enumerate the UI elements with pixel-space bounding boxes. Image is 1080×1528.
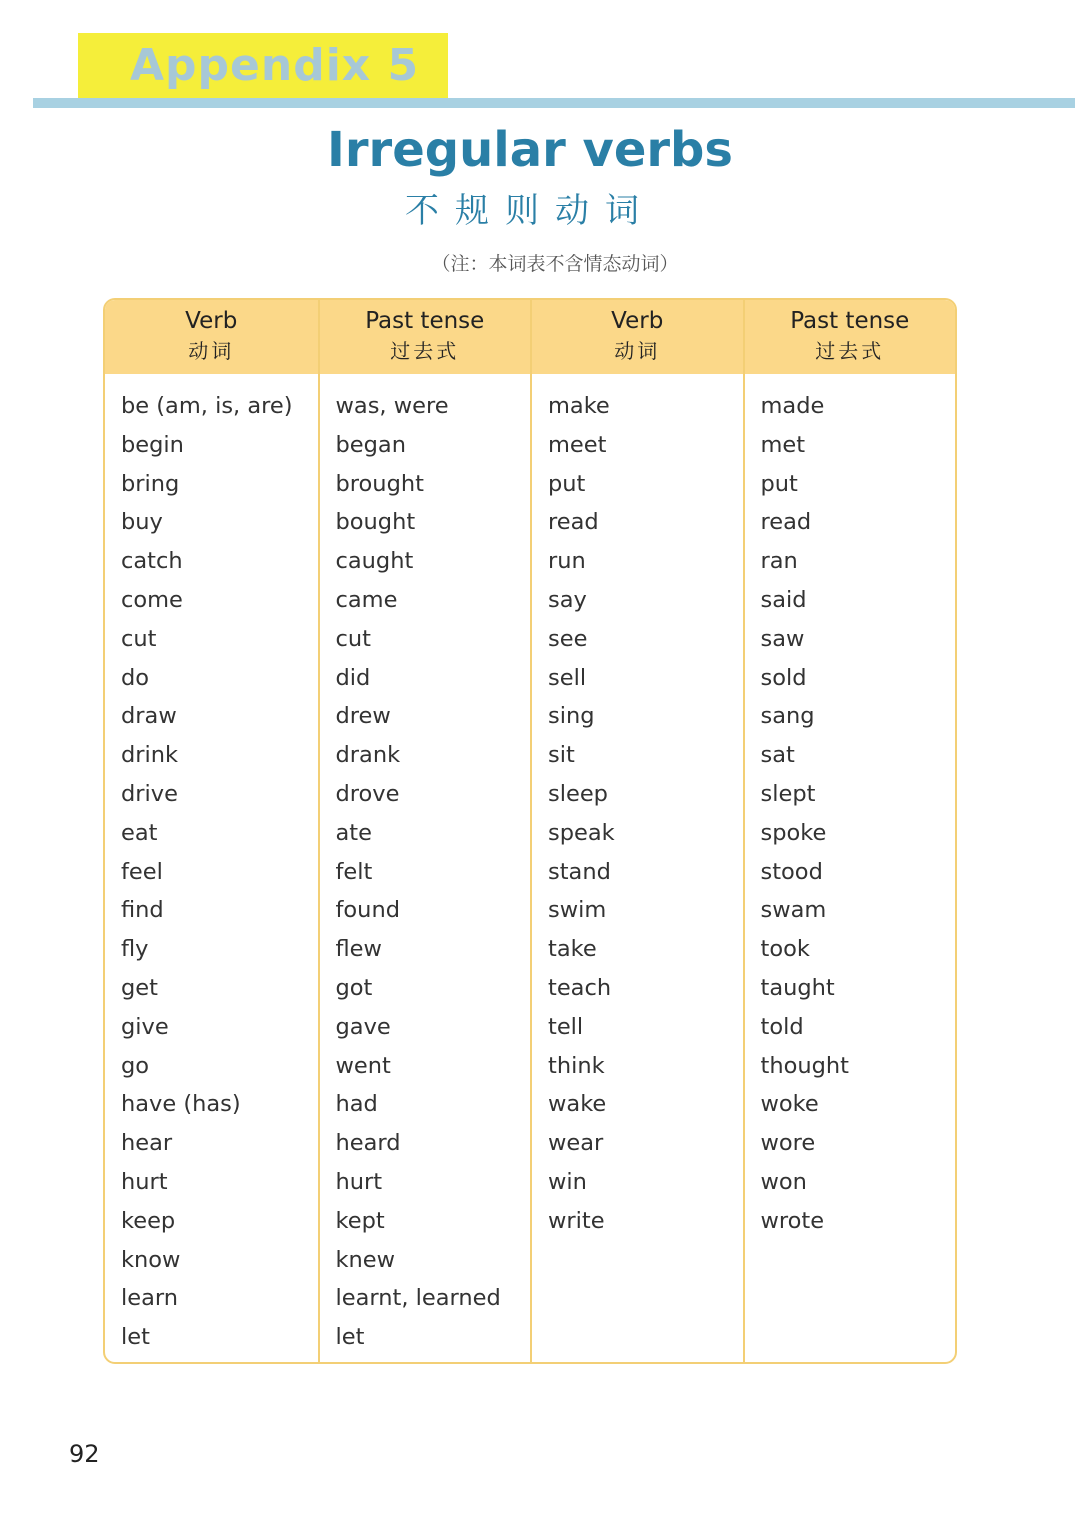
word-entry: buy bbox=[121, 509, 163, 536]
word-entry: put bbox=[548, 470, 586, 497]
word-entry: hurt bbox=[335, 1168, 383, 1195]
word-entry: began bbox=[335, 431, 406, 458]
word-entry: did bbox=[335, 664, 371, 691]
word-entry: eat bbox=[121, 819, 158, 846]
word-entry: gave bbox=[335, 1013, 391, 1040]
word-entry: tell bbox=[548, 1013, 584, 1040]
word-entry: wake bbox=[548, 1091, 607, 1118]
word-entry: sleep bbox=[548, 780, 608, 807]
word-entry: woke bbox=[760, 1091, 819, 1118]
word-entry: make bbox=[548, 393, 610, 419]
word-entry: felt bbox=[335, 858, 373, 885]
word-entry: brought bbox=[335, 470, 424, 497]
column-header bbox=[105, 300, 318, 374]
word-entry: take bbox=[548, 936, 597, 963]
word-entry: drink bbox=[121, 742, 179, 769]
column-body bbox=[105, 374, 318, 1357]
word-entry: swam bbox=[760, 897, 827, 924]
word-entry: feel bbox=[121, 858, 163, 885]
column-header-en: Verb bbox=[611, 308, 664, 334]
table-column-verb-2 bbox=[530, 300, 743, 1362]
word-entry: say bbox=[548, 586, 587, 613]
word-entry: kept bbox=[335, 1207, 385, 1234]
word-entry: made bbox=[760, 393, 825, 419]
page-subtitle: 不规则动词 bbox=[405, 191, 655, 231]
word-entry: keep bbox=[121, 1207, 176, 1234]
word-entry: slept bbox=[760, 780, 816, 807]
word-entry: knew bbox=[335, 1246, 396, 1273]
word-entry: speak bbox=[548, 819, 615, 846]
word-entry: sold bbox=[760, 664, 807, 691]
word-entry: wore bbox=[760, 1130, 816, 1157]
word-entry: get bbox=[121, 974, 158, 1001]
word-entry: bring bbox=[121, 470, 180, 497]
column-header bbox=[745, 300, 956, 374]
word-entry: cut bbox=[335, 625, 371, 652]
word-entry: drive bbox=[121, 780, 178, 807]
column-header-cn: 过去式 bbox=[815, 339, 885, 363]
word-entry: learn bbox=[121, 1285, 178, 1312]
word-entry: put bbox=[760, 470, 798, 497]
word-entry: write bbox=[548, 1207, 605, 1234]
word-entry: let bbox=[335, 1324, 365, 1351]
word-entry: sell bbox=[548, 664, 587, 691]
word-entry: see bbox=[548, 625, 588, 652]
irregular-verbs-table bbox=[103, 298, 957, 1364]
word-entry: swim bbox=[548, 897, 607, 924]
column-header-cn: 动词 bbox=[188, 339, 235, 363]
word-entry: found bbox=[335, 897, 400, 924]
word-entry: give bbox=[121, 1013, 169, 1040]
column-header-cn: 过去式 bbox=[390, 339, 460, 363]
word-entry: stand bbox=[548, 858, 611, 885]
word-entry: wrote bbox=[760, 1207, 825, 1234]
column-header bbox=[320, 300, 531, 374]
word-entry: sit bbox=[548, 742, 575, 769]
word-entry: drew bbox=[335, 703, 391, 730]
word-entry: catch bbox=[121, 548, 183, 575]
word-entry: do bbox=[121, 664, 150, 691]
column-header-en: Past tense bbox=[365, 308, 485, 334]
word-entry: sing bbox=[548, 703, 595, 730]
word-entry: sang bbox=[760, 703, 815, 730]
word-entry: begin bbox=[121, 431, 184, 458]
word-entry: flew bbox=[335, 936, 382, 963]
table-column-verb-1 bbox=[105, 300, 318, 1362]
header-rule bbox=[33, 98, 1075, 108]
word-entry: taught bbox=[760, 974, 835, 1001]
word-entry: heard bbox=[335, 1130, 401, 1157]
word-entry: know bbox=[121, 1246, 181, 1273]
word-entry: run bbox=[548, 548, 586, 575]
column-body bbox=[320, 374, 531, 1357]
column-header bbox=[532, 300, 743, 374]
word-entry: was, were bbox=[335, 393, 449, 419]
word-entry: win bbox=[548, 1168, 587, 1195]
word-entry: read bbox=[760, 509, 812, 536]
word-entry: fly bbox=[121, 936, 149, 963]
table-note: （注：本词表不含情态动词） bbox=[431, 253, 679, 275]
word-entry: had bbox=[335, 1091, 378, 1118]
word-entry: wear bbox=[548, 1130, 604, 1157]
word-entry: spoke bbox=[760, 819, 827, 846]
column-header-en: Past tense bbox=[790, 308, 910, 334]
word-entry: draw bbox=[121, 703, 177, 730]
word-entry: thought bbox=[760, 1052, 849, 1079]
column-body bbox=[745, 374, 956, 1241]
word-entry: come bbox=[121, 586, 183, 613]
column-body bbox=[532, 374, 743, 1241]
word-entry: go bbox=[121, 1052, 150, 1079]
word-entry: teach bbox=[548, 974, 612, 1001]
word-entry: met bbox=[760, 431, 806, 458]
word-entry: came bbox=[335, 586, 398, 613]
column-header-cn: 动词 bbox=[614, 339, 661, 363]
word-entry: find bbox=[121, 897, 164, 924]
appendix-label: Appendix 5 bbox=[130, 40, 420, 91]
word-entry: ran bbox=[760, 548, 798, 575]
column-header-en: Verb bbox=[185, 308, 238, 334]
page-number: 92 bbox=[69, 1440, 100, 1468]
word-entry: cut bbox=[121, 625, 157, 652]
word-entry: told bbox=[760, 1013, 804, 1040]
word-entry: caught bbox=[335, 548, 414, 575]
word-entry: ate bbox=[335, 819, 372, 846]
word-entry: drove bbox=[335, 780, 400, 807]
word-entry: saw bbox=[760, 625, 805, 652]
word-entry: bought bbox=[335, 509, 416, 536]
word-entry: drank bbox=[335, 742, 401, 769]
word-entry: read bbox=[548, 509, 599, 536]
word-entry: said bbox=[760, 586, 807, 613]
word-entry: learnt, learned bbox=[335, 1285, 501, 1312]
page-title: Irregular verbs bbox=[327, 122, 733, 178]
word-entry: won bbox=[760, 1168, 807, 1195]
word-entry: sat bbox=[760, 742, 795, 769]
word-entry: stood bbox=[760, 858, 823, 885]
word-entry: have (has) bbox=[121, 1091, 241, 1118]
word-entry: think bbox=[548, 1052, 605, 1079]
word-entry: be (am, is, are) bbox=[121, 393, 293, 419]
table-column-past-1 bbox=[318, 300, 531, 1362]
word-entry: let bbox=[121, 1324, 150, 1351]
word-entry: meet bbox=[548, 431, 607, 458]
word-entry: hurt bbox=[121, 1168, 168, 1195]
word-entry: hear bbox=[121, 1130, 173, 1157]
word-entry: went bbox=[335, 1052, 391, 1079]
word-entry: got bbox=[335, 974, 373, 1001]
table-column-past-2 bbox=[743, 300, 956, 1362]
word-entry: took bbox=[760, 936, 810, 963]
